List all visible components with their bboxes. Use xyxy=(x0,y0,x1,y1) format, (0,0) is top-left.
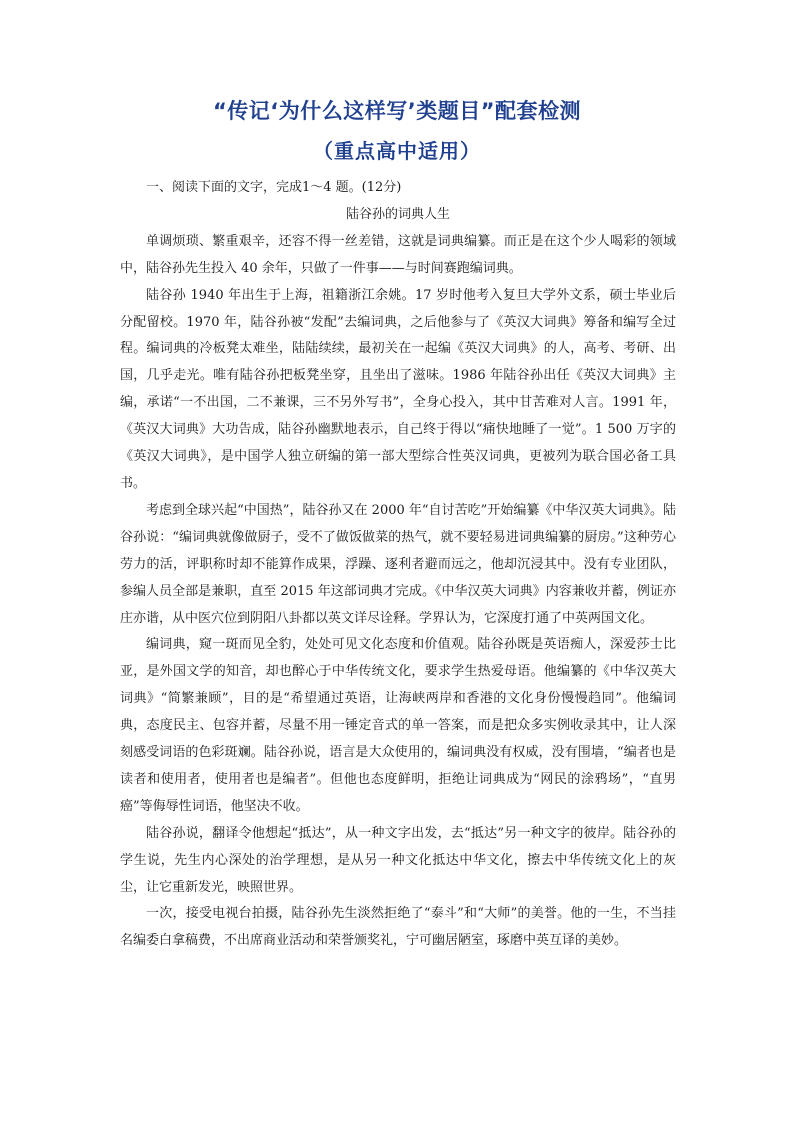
document-title: “传记‘为什么这样写’类题目”配套检测 xyxy=(212,99,582,123)
article-title: 陆谷孙的词典人生 xyxy=(345,206,450,222)
question-instruction: 一、阅读下面的文字，完成1～4 题。(12分) xyxy=(146,180,402,195)
document-subtitle: （重点高中适用） xyxy=(313,139,481,163)
document-body xyxy=(120,175,676,955)
paragraph-4: 编词典，窥一斑而见全豹，处处可见文化态度和价值观。陆谷孙既是英语痴人，深爱莎士比亚，是外国文学的知音，却也醉心于中华传统文化，要求学生热爱母语。他编纂的《中华汉英大词典》“简繁兼顾”，目的是“希望通过英语，让海峡两岸和香港的文化身份慢慢趋同”。他编词典，态度民主、包容并蓄，尽量不用一锤定音式的单一答案，而是把众多实例收录其中，让人深刻感受词语的色彩斑斓。陆谷孙说，语言是大众使用的，编词典没有权威，没有围墙，“编者也是读者和使用者，使用者也是编者”。但他也态度鲜明，拒绝让词典成为“网民的涂鸦场”，“直男癌”等侮辱性词语，他坚决不收。 xyxy=(120,637,676,814)
paragraph-5: 陆谷孙说，翻译令他想起“抵达”，从一种文字出发，去“抵达”另一种文字的彼岸。陆谷孙的学生说，先生内心深处的治学理想，是从另一种文化抵达中华文化，擦去中华传统文化上的灰尘，让它重新发光，映照世界。 xyxy=(120,825,676,895)
paragraph-1: 单调烦琐、繁重艰辛，还容不得一丝差错，这就是词典编纂。而正是在这个少人喝彩的领域中，陆谷孙先生投入 40 余年，只做了一件事——与时间赛跑编词典。 xyxy=(120,233,676,276)
paragraph-6: 一次，接受电视台拍摄，陆谷孙先生淡然拒绝了“泰斗”和“大师”的美誉。他的一生，不当挂名编委白拿稿费，不出席商业活动和荣誉颁奖礼，宁可幽居陋室，琢磨中英互译的美妙。 xyxy=(120,906,676,949)
paragraph-3: 考虑到全球兴起“中国热”，陆谷孙又在 2000 年“自讨苦吃”开始编纂《中华汉英大词典》。陆谷孙说：“编词典就像做厨子，受不了做饭做菜的热气，就不要轻易进词典编纂的厨房。”这种劳心劳力的活，评职称时却不能算作成果，浮躁、逐利者避而远之，他却沉浸其中。没有专业团队，参编人员全部是兼职，直至 2015 年这部词典才完成。《中华汉英大词典》内容兼收并蓄，例证亦庄亦谐，从中医穴位到阴阳八卦都以英文详尽诠释。学界认为，它深度打通了中英两国文化。 xyxy=(120,502,676,626)
paragraph-2: 陆谷孙 1940 年出生于上海，祖籍浙江余姚。17 岁时他考入复旦大学外文系，硕士毕业后分配留校。1970 年，陆谷孙被“发配”去编词典，之后他参与了《英汉大词典》筹备和编写全过程。编词典的冷板凳太难坐，陆陆续续，最初关在一起编《英汉大词典》的人，高考、考研、出国，几乎走光。唯有陆谷孙把板凳坐穿，且坐出了滋味。1986 年陆谷孙出任《英汉大词典》主编，承诺“一不出国，二不兼课，三不另外写书”，全身心投入，其中甘苦难对人言。1991 年，《英汉大词典》大功告成，陆谷孙幽默地表示，自己终于得以“痛快地睡了一觉”。1 500 万字的《英汉大词典》，是中国学人独立研编的第一部大型综合性英汉词典，更被列为联合国必备工具书。 xyxy=(120,287,676,491)
